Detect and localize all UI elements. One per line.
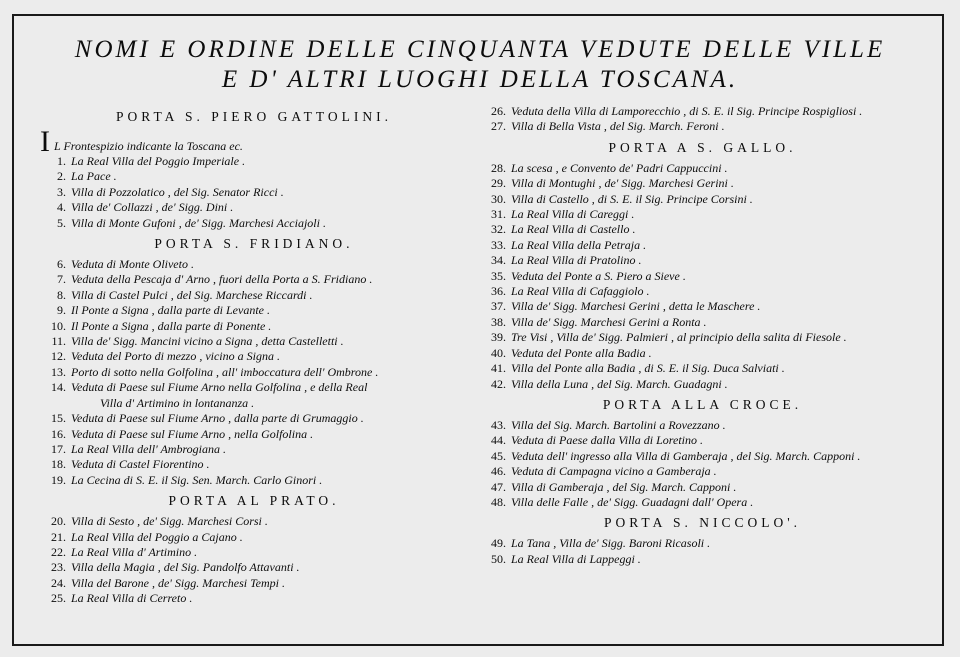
item-text: Tre Visi , Villa de' Sigg. Palmieri , al principio della salita di Fiesole . [511, 330, 847, 345]
item-number: 40. [491, 345, 506, 360]
item-text: Villa de' Sigg. Mancini vicino a Signa , detta Castelletti . [71, 334, 344, 349]
list-item [480, 104, 925, 119]
list-item [480, 207, 925, 222]
item-number: 22. [51, 544, 66, 559]
item-text: La scesa , e Convento de' Padri Cappuccini . [511, 160, 728, 175]
item-number: 1. [57, 154, 66, 168]
item-text: Veduta di Castel Fiorentino . [71, 457, 210, 472]
list-item [40, 288, 468, 303]
frontispiece-entry [40, 125, 468, 158]
section-heading: PORTA A S. GALLO. [608, 139, 797, 155]
list-item [480, 330, 925, 345]
list-item [480, 495, 925, 510]
item-number: 50. [491, 551, 506, 566]
list-item [480, 377, 925, 392]
section-heading: PORTA AL PRATO. [168, 493, 340, 509]
item-number: 18. [51, 457, 66, 472]
item-number: 16. [51, 426, 66, 441]
item-number: 29. [491, 176, 506, 191]
item-number: 13. [51, 364, 66, 379]
item-number: 31. [491, 207, 506, 222]
list-item [40, 319, 468, 334]
item-text: La Real Villa dell' Ambrogiana . [71, 441, 227, 456]
list-item [480, 238, 925, 253]
item-text: Il Ponte a Signa , dalla parte di Ponente . [71, 318, 272, 333]
list-item [480, 192, 925, 207]
item-text: La Real Villa di Careggi . [511, 207, 635, 222]
list-item [40, 442, 468, 457]
list-item [40, 334, 468, 349]
list-item [480, 253, 925, 268]
list-item [40, 530, 468, 545]
item-number: 48. [491, 494, 506, 509]
item-text: Villa del Barone , de' Sigg. Marchesi Tempi . [71, 575, 285, 590]
item-number: 42. [491, 376, 506, 391]
item-text: Villa di Monte Gufoni , de' Sigg. Marchesi Acciajoli . [71, 215, 326, 230]
list-item [480, 418, 925, 433]
item-text: Villa di Bella Vista , del Sig. March. Feroni . [511, 119, 725, 134]
section-heading: PORTA S. FRIDIANO. [154, 236, 354, 252]
list-item [480, 346, 925, 361]
list-item [480, 480, 925, 495]
item-number: 24. [51, 575, 66, 590]
item-number: 2. [57, 169, 66, 184]
item-text: Villa di Montughi , de' Sigg. Marchesi Gerini . [511, 176, 734, 191]
item-number: 34. [491, 253, 506, 268]
item-number: 36. [491, 284, 506, 299]
list-item [40, 514, 468, 529]
list-item [480, 176, 925, 191]
item-number: 25. [51, 591, 66, 606]
list-item [480, 552, 925, 567]
list-item [40, 349, 468, 364]
item-text: Villa della Magia , del Sig. Pandolfo Attavanti . [71, 560, 300, 575]
list-item [40, 200, 468, 215]
list-item [480, 449, 925, 464]
item-text: Veduta di Paese sul Fiume Arno , dalla parte di Grumaggio . [71, 411, 364, 426]
item-number: 49. [491, 536, 506, 551]
item-text: Veduta del Ponte alla Badia . [511, 345, 652, 360]
list-item [40, 169, 468, 184]
item-number: 33. [491, 237, 506, 252]
list-item [40, 576, 468, 591]
item-text: Villa del Ponte alla Badia , di S. E. il Sig. Duca Salviati . [511, 361, 785, 376]
list-item [40, 216, 468, 231]
list-item [480, 536, 925, 551]
list-item [40, 154, 468, 169]
item-text: Villa di Castel Pulci , del Sig. Marchese Riccardi . [71, 287, 313, 302]
item-text: Villa delle Falle , de' Sigg. Guadagni dall' Opera . [511, 494, 754, 509]
item-text: Veduta di Paese sul Fiume Arno , nella Golfolina . [71, 426, 314, 441]
item-text: La Real Villa di Cafaggiolo . [511, 284, 650, 299]
item-number: 8. [57, 287, 66, 302]
list-item [40, 185, 468, 200]
list-item [40, 365, 468, 380]
item-text: La Real Villa di Pratolino . [511, 253, 642, 268]
item-number: 30. [491, 191, 506, 206]
item-number: 47. [491, 479, 506, 494]
item-number: 46. [491, 464, 506, 479]
item-text: Veduta di Campagna vicino a Gamberaja . [511, 464, 717, 479]
item-number: 27. [491, 119, 506, 134]
item-text: La Real Villa di Lappeggi . [511, 551, 641, 566]
item-text: Veduta di Paese dalla Villa di Loretino . [511, 433, 703, 448]
item-number: 41. [491, 361, 506, 376]
item-text: Veduta della Villa di Lamporecchio , di S. E. il Sig. Principe Rospigliosi . [511, 104, 863, 118]
item-text: Veduta dell' ingresso alla Villa di Gamberaja , del Sig. March. Capponi . [511, 448, 861, 463]
list-item [40, 257, 468, 272]
list-item [480, 222, 925, 237]
item-number: 9. [57, 303, 66, 318]
item-text: Villa di Sesto , de' Sigg. Marchesi Corsi . [71, 514, 268, 529]
list-item [40, 473, 468, 488]
right-column [480, 104, 925, 567]
item-number: 17. [51, 441, 66, 456]
item-text: Veduta di Paese sul Fiume Arno nella Golfolina , e della Real [71, 380, 368, 395]
item-text: La Real Villa di Castello . [511, 222, 636, 237]
list-item [480, 464, 925, 479]
item-number: 4. [57, 200, 66, 215]
item-text: Villa del Sig. March. Bartolini a Rovezzano . [511, 417, 726, 432]
item-text: Villa di Pozzolatico , del Sig. Senator Ricci . [71, 184, 284, 199]
item-number: 45. [491, 448, 506, 463]
item-number: 14. [51, 380, 66, 395]
list-item [40, 272, 468, 287]
item-number: 3. [57, 184, 66, 199]
item-text: Il Ponte a Signa , dalla parte di Levante . [71, 303, 270, 318]
item-number: 43. [491, 417, 506, 432]
item-number: 35. [491, 268, 506, 283]
item-text: Villa della Luna , del Sig. March. Guadagni . [511, 376, 728, 391]
list-item [480, 361, 925, 376]
list-item [40, 427, 468, 442]
item-text: La Real Villa di Cerreto . [71, 591, 193, 606]
list-item [40, 560, 468, 575]
item-number: 15. [51, 411, 66, 426]
item-text: Villa de' Sigg. Marchesi Gerini , detta le Maschere . [511, 299, 761, 314]
item-text: Villa di Castello , di S. E. il Sig. Principe Corsini . [511, 191, 753, 206]
section-heading: PORTA ALLA CROCE. [602, 396, 803, 412]
section-heading: PORTA S. NICCOLO'. [603, 515, 802, 531]
item-text: La Tana , Villa de' Sigg. Baroni Ricasoli . [511, 536, 711, 551]
item-number: 10. [51, 318, 66, 333]
list-item [40, 380, 468, 395]
list-item [480, 315, 925, 330]
item-number: 7. [57, 272, 66, 287]
frontispiece-text: L Frontespizio indicante la Toscana ec. [54, 138, 243, 153]
item-text: Porto di sotto nella Golfolina , all' imboccatura dell' Ombrone . [71, 364, 379, 379]
item-text: Villa de' Collazzi , de' Sigg. Dini . [71, 200, 234, 215]
item-number: 20. [51, 514, 66, 529]
item-number: 12. [51, 349, 66, 364]
item-number: 28. [491, 160, 506, 175]
item-text: La Real Villa del Poggio Imperiale . [71, 154, 246, 168]
list-item [40, 303, 468, 318]
item-text: La Real Villa della Petraja . [511, 237, 647, 252]
list-item [480, 119, 925, 134]
item-continuation: Villa d' Artimino in lontananza . [100, 395, 255, 410]
list-item [40, 545, 468, 560]
item-number: 39. [491, 330, 506, 345]
item-text: Veduta del Porto di mezzo , vicino a Signa . [71, 349, 280, 364]
list-item [40, 591, 468, 606]
item-text: La Cecina di S. E. il Sig. Sen. March. Carlo Ginori . [71, 472, 323, 487]
item-number: 37. [491, 299, 506, 314]
item-text: Villa de' Sigg. Marchesi Gerini a Ronta . [511, 314, 707, 329]
title-line-1: NOMI E ORDINE DELLE CINQUANTA VEDUTE DELLE VILLE [74, 36, 886, 63]
item-number: 21. [51, 529, 66, 544]
item-number: 19. [51, 472, 66, 487]
item-text: Veduta di Monte Oliveto . [71, 257, 194, 272]
item-text: La Pace . [71, 169, 117, 184]
item-text: La Real Villa d' Artimino . [71, 544, 198, 559]
item-number: 26. [491, 104, 506, 118]
list-item [480, 161, 925, 176]
item-number: 11. [51, 334, 66, 349]
list-item [40, 411, 468, 426]
item-number: 5. [57, 215, 66, 230]
item-text: Villa di Gamberaja , del Sig. March. Capponi . [511, 479, 737, 494]
list-item [480, 284, 925, 299]
item-number: 23. [51, 560, 66, 575]
section-heading: PORTA S. PIERO GATTOLINI. [116, 109, 392, 124]
item-number: 38. [491, 314, 506, 329]
item-number: 32. [491, 222, 506, 237]
list-item [480, 269, 925, 284]
item-text: Veduta del Ponte a S. Piero a Sieve . [511, 268, 686, 283]
left-column [40, 104, 468, 607]
item-text: La Real Villa del Poggio a Cajano . [71, 529, 243, 544]
list-item [480, 433, 925, 448]
item-number: 44. [491, 433, 506, 448]
item-text: Veduta della Pescaja d' Arno , fuori della Porta a S. Fridiano . [71, 272, 373, 287]
title-line-2: E D' ALTRI LUOGHI DELLA TOSCANA. [221, 66, 739, 93]
list-item [40, 457, 468, 472]
drop-initial: I [40, 125, 50, 158]
list-item [480, 299, 925, 314]
item-number: 6. [57, 257, 66, 272]
